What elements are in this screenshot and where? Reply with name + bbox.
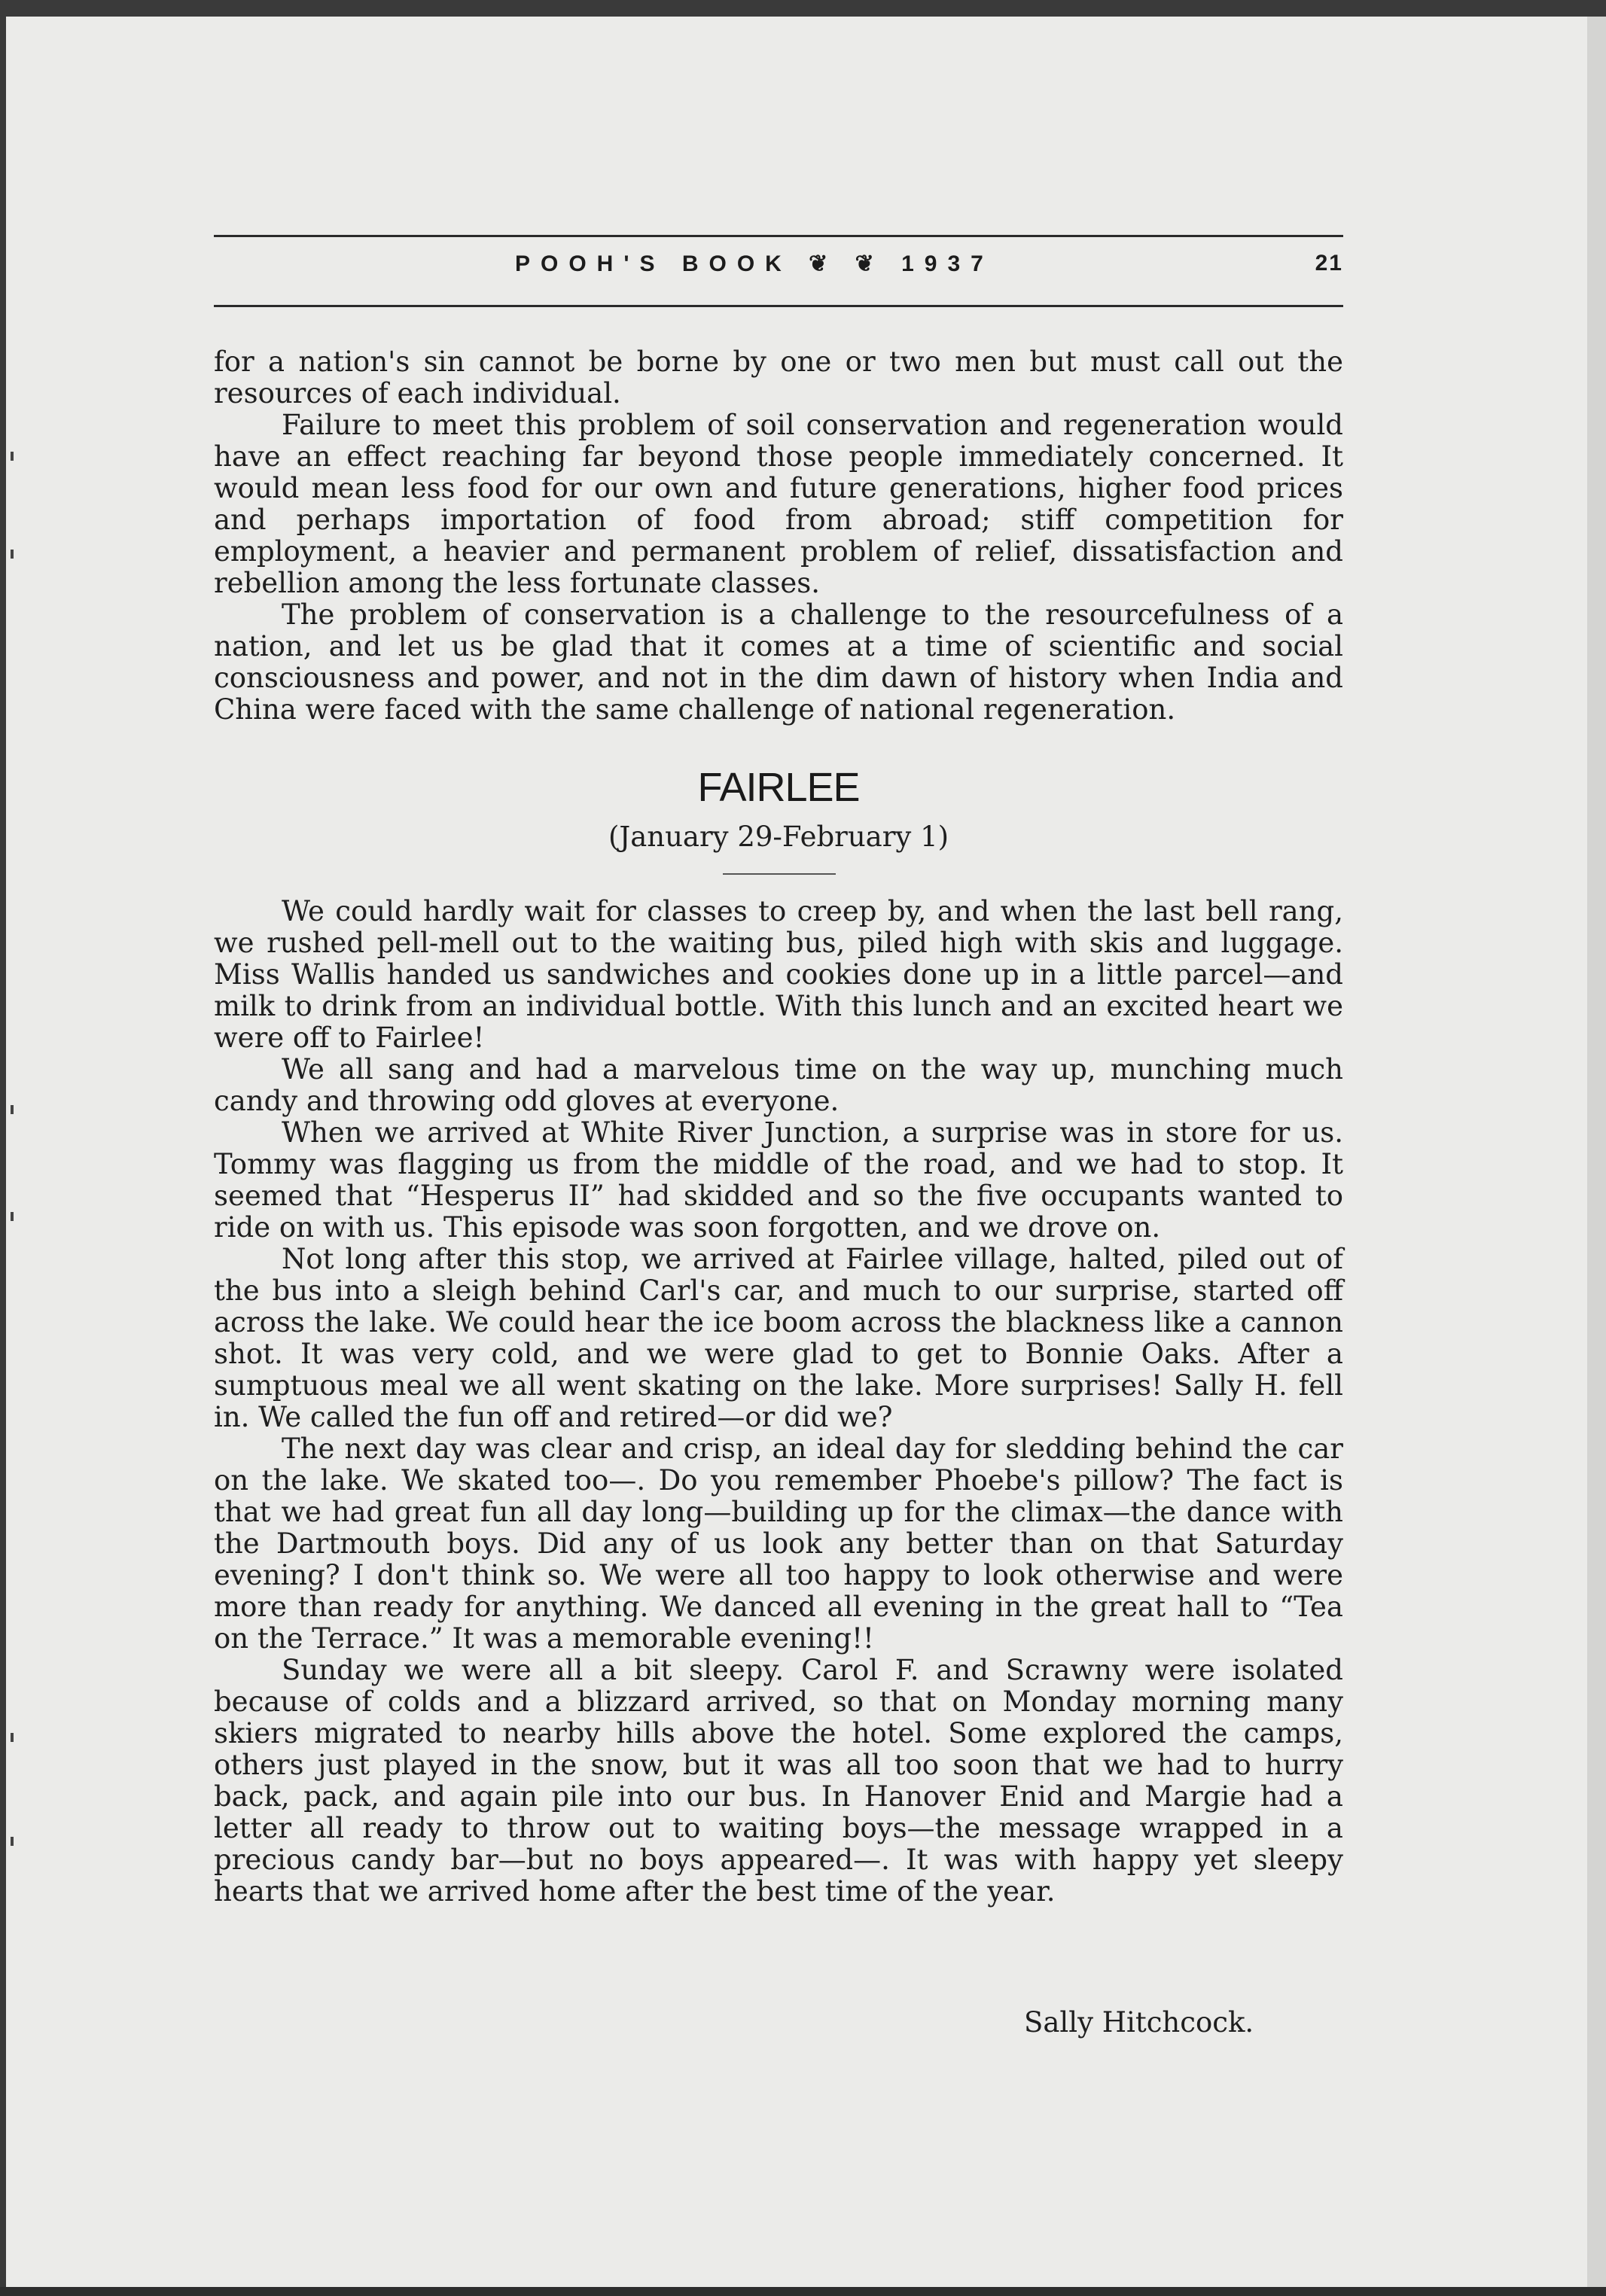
paragraph: The next day was clear and crisp, an ideal day for sledding behind the car on the lake. We skated too—. Do you remember Phoebe's pillow? The fact is that we had great fun all day long—building up for the climax—the dance with the Dartmouth boys. Did any of us look any better than on that Saturday evening? I don't think so. We were all too happy to look otherwise and were more than ready for anything. We danced all evening in the great hall to “Tea on the Terrace.” It was a memorable evening!! <box>214 1433 1343 1655</box>
margin-mark <box>11 1733 14 1742</box>
header-top-rule <box>214 235 1343 237</box>
paragraph: Failure to meet this problem of soil conservation and regeneration would have an effect reaching far beyond those people immediately concerned. It would mean less food for our own and future generations, higher food prices and perhaps importation of food from abroad; stiff competition for employment, a heavier and permanent problem of relief, dissatisfaction and rebellion among the less fortunate classes. <box>214 409 1343 599</box>
scan-border <box>0 2287 1606 2296</box>
title-divider <box>723 873 836 875</box>
paragraph: Sunday we were all a bit sleepy. Carol F. and Scrawny were isolated because of colds and a blizzard arrived, so that on Monday morning many skiers migrated to nearby hills above the hotel. Some explored the camps, others just played in the snow, but it was all too soon that we had to hurry back, pack, and again pile into our bus. In Hanover Enid and Margie had a letter all ready to throw out to waiting boys—the message wrapped in a precious candy bar—but no boys appeared—. It was with happy yet sleepy hearts that we arrived home after the best time of the year. <box>214 1654 1343 1908</box>
paragraph: for a nation's sin cannot be borne by one or two men but must call out the resources of each individual. <box>214 346 1343 410</box>
running-head: POOH'S BOOK ❦ ❦ 1937 <box>515 251 994 276</box>
paragraph: When we arrived at White River Junction, a surprise was in store for us. Tommy was flagging us from the middle of the road, and we had to stop. It seemed that “Hesperus II” had skidded and so the five occupants wanted to ride on with us. This episode was soon forgotten, and we drove on. <box>214 1116 1343 1244</box>
article-dates: (January 29-February 1) <box>608 821 949 853</box>
paragraph: The problem of conservation is a challenge to the resourcefulness of a nation, and let us be glad that it comes at a time of scientific and social consciousness and power, and not in the dim dawn of history when India and China were faced with the same challenge of national regeneration. <box>214 598 1343 726</box>
paragraph: We could hardly wait for classes to creep by, and when the last bell rang, we rushed pell-mell out to the waiting bus, piled high with skis and luggage. Miss Wallis handed us sandwiches and cookies done up in a little parcel—and milk to drink from an individual bottle. With this lunch and an excited heart we were off to Fairlee! <box>214 895 1343 1054</box>
margin-mark <box>11 550 14 559</box>
margin-mark <box>11 1105 14 1114</box>
author-signature: Sally Hitchcock. <box>1024 2006 1254 2039</box>
article-title: FAIRLEE <box>697 765 860 810</box>
running-header <box>214 251 1343 288</box>
paragraph: We all sang and had a marvelous time on the way up, munching much candy and throwing odd gloves at everyone. <box>214 1053 1343 1117</box>
margin-mark <box>11 1837 14 1846</box>
margin-mark <box>11 1212 14 1221</box>
intro-text <box>214 346 1343 726</box>
article-body <box>214 896 1343 1908</box>
page-number: 21 <box>1315 251 1343 276</box>
margin-mark <box>11 452 14 461</box>
header-bottom-rule <box>214 305 1343 307</box>
paragraph: Not long after this stop, we arrived at Fairlee village, halted, piled out of the bus into a sleigh behind Carl's car, and much to our surprise, started off across the lake. We could hear the ice boom across the blackness like a cannon shot. It was very cold, and we were glad to get to Bonnie Oaks. After a sumptuous meal we all went skating on the lake. More surprises! Sally H. fell in. We called the fun off and retired—or did we? <box>214 1243 1343 1433</box>
page-edge <box>1587 17 1606 2296</box>
